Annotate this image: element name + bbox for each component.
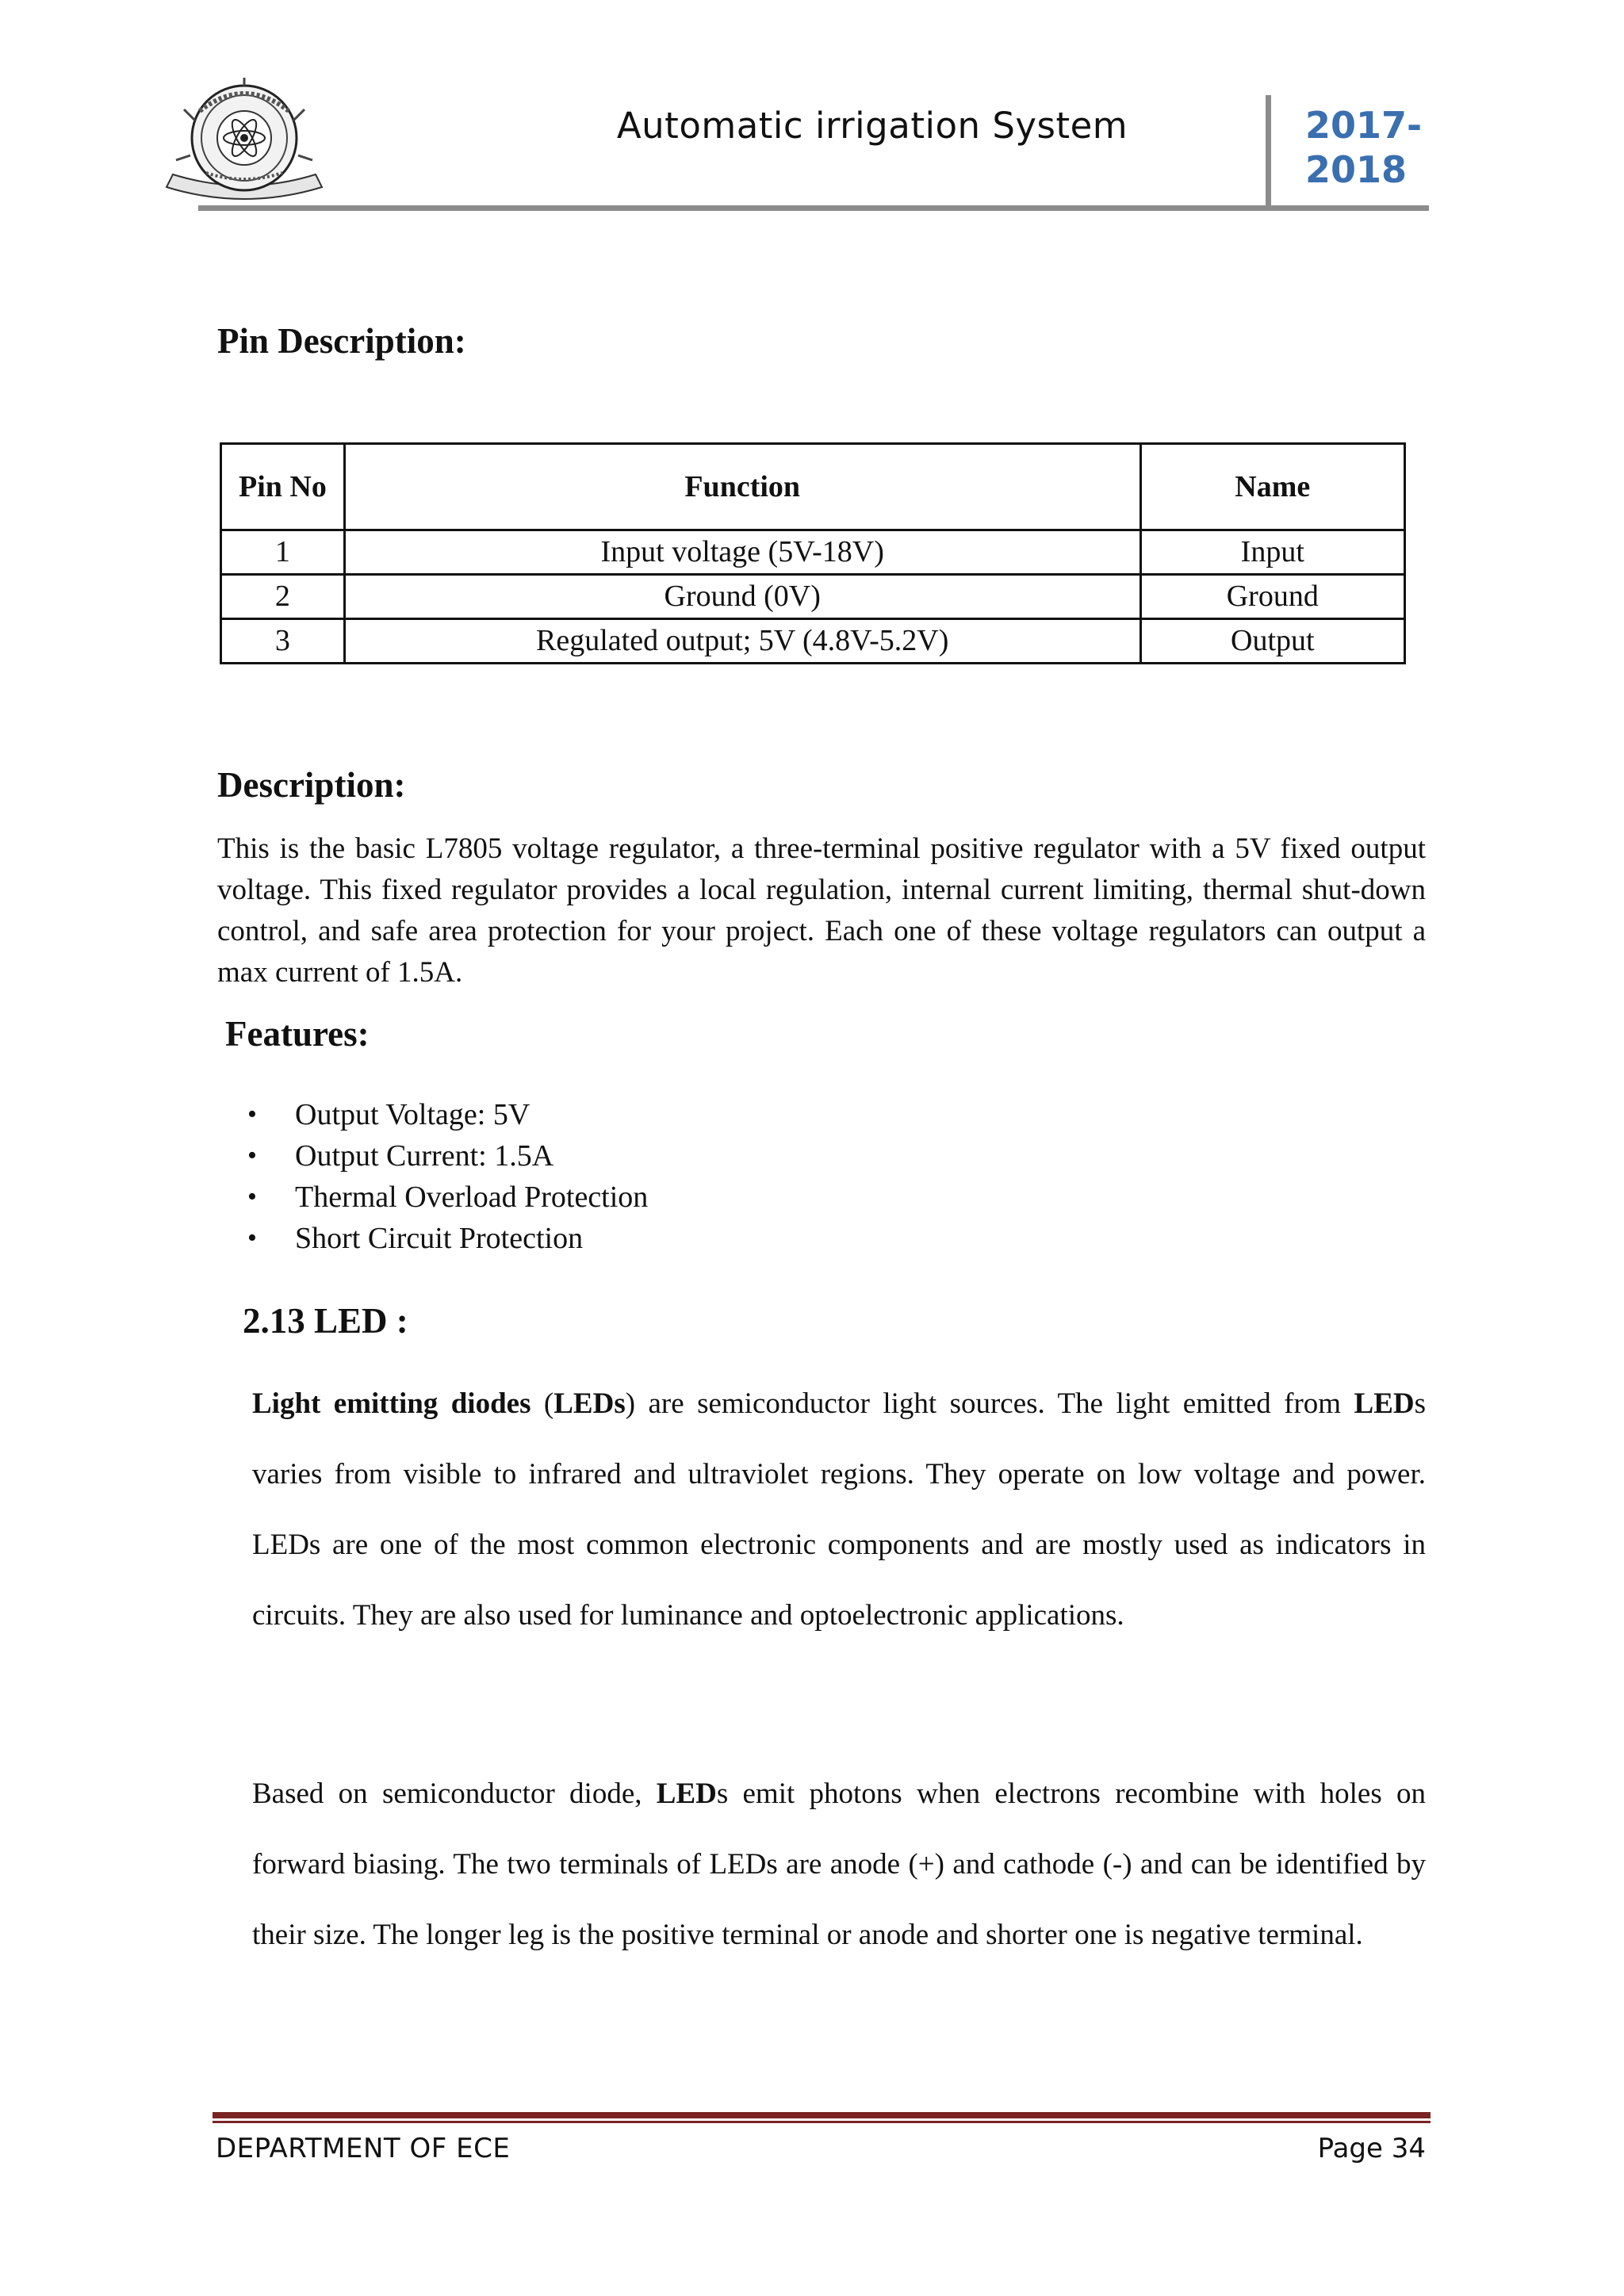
column-header-name: Name	[1140, 444, 1404, 530]
bullet-icon: •	[247, 1100, 257, 1129]
list-item: • Short Circuit Protection	[238, 1218, 648, 1259]
header-rule	[198, 205, 1429, 211]
description-heading: Description:	[217, 765, 406, 805]
running-header-title: Automatic irrigation System	[616, 105, 1128, 147]
column-header-pin-no: Pin No	[221, 444, 345, 530]
table-row	[221, 575, 1405, 619]
led-section-heading: 2.13 LED :	[243, 1301, 408, 1341]
list-item: • Output Current: 1.5A	[238, 1135, 648, 1177]
pin-name: Ground	[1140, 575, 1404, 619]
header-year	[1305, 103, 1440, 192]
bullet-icon: •	[247, 1223, 257, 1253]
pin-table-header-row	[221, 444, 1405, 530]
features-heading: Features:	[225, 1014, 370, 1054]
college-emblem-icon	[159, 78, 330, 209]
list-item: • Thermal Overload Protection	[238, 1177, 648, 1218]
bullet-icon: •	[247, 1182, 257, 1211]
pin-function: Regulated output; 5V (4.8V-5.2V)	[344, 619, 1140, 664]
pin-function: Ground (0V)	[344, 575, 1140, 619]
header-year-line1: 2017-	[1305, 104, 1423, 147]
header-year-line2: 2018	[1305, 148, 1408, 191]
pin-description-heading: Pin Description:	[217, 321, 466, 361]
footer-department: DEPARTMENT OF ECE	[216, 2133, 511, 2164]
column-header-function: Function	[344, 444, 1140, 530]
pin-name: Input	[1140, 530, 1404, 575]
footer-rule-thin	[213, 2121, 1431, 2123]
pin-function: Input voltage (5V-18V)	[344, 530, 1140, 575]
led-paragraph-1: Light emitting diodes (LEDs) are semiconductor light sources. The light emitted from LEDs varies from visible to infrared and ultraviolet regions. They operate on low voltage and power. LEDs are one of the most common electronic components and are mostly used as indicators in circuits. They are also used for luminance and optoelectronic applications.	[252, 1387, 1426, 1632]
pin-number: 2	[221, 575, 345, 619]
pin-number: 1	[221, 530, 345, 575]
bullet-icon: •	[247, 1141, 257, 1170]
table-row	[221, 619, 1405, 664]
pin-number: 3	[221, 619, 345, 664]
features-list	[238, 1094, 648, 1259]
pin-name: Output	[1140, 619, 1404, 664]
table-row	[221, 530, 1405, 575]
list-item: • Output Voltage: 5V	[238, 1094, 648, 1135]
led-paragraph-2: Based on semiconductor diode, LEDs emit photons when electrons recombine with holes on forward biasing. The two terminals of LEDs are anode (+) and cathode (-) and can be identified by their size. The longer leg is the positive terminal or anode and shorter one is negative terminal.	[252, 1777, 1427, 1951]
header-divider	[1266, 95, 1271, 208]
page-number: Page 34	[1317, 2133, 1426, 2164]
description-paragraph: This is the basic L7805 voltage regulator, a three-terminal positive regulator with a 5V fixed output voltage. This fixed regulator provides a local regulation, internal current limiting, thermal shut-down control, and safe area protection for your project. Each one of these voltage regulators can output a max current of 1.5A.	[217, 832, 1426, 989]
footer-rule	[213, 2112, 1431, 2118]
pin-table	[220, 442, 1406, 664]
